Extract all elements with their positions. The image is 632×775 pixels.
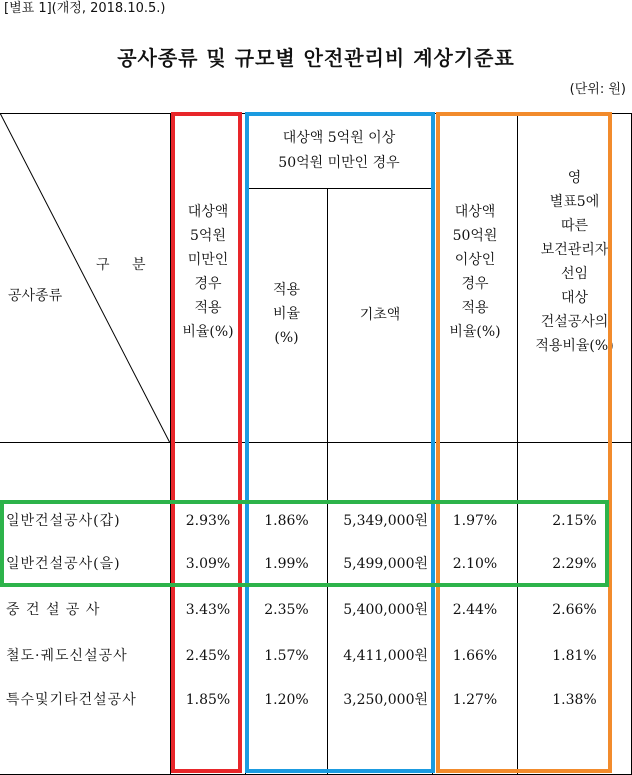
highlight-blue-box	[245, 112, 435, 773]
highlight-green-box	[0, 500, 609, 587]
row-c2: 2.35%	[264, 602, 309, 618]
row-c5: 1.81%	[552, 648, 597, 664]
row-c1: 2.93%	[185, 513, 231, 529]
col5-header: 영 별표5에 따른 보건관리자 선임 대상 건설공사의 적용비율(%)	[535, 170, 614, 354]
diag-bottom-label: 공사종류	[8, 288, 63, 304]
row-c3: 5,349,000원	[343, 513, 428, 529]
row-c1: 3.43%	[185, 602, 231, 618]
header-diagonal	[0, 113, 171, 443]
col3-header: 기초액	[359, 307, 401, 323]
col4-header: 대상액 50억원 이상인 경우 적용 비율(%)	[449, 204, 501, 340]
row-c3: 5,499,000원	[343, 556, 428, 572]
row-c2: 1.86%	[264, 513, 309, 529]
header-note: [별표 1](개정, 2018.10.5.)	[4, 1, 166, 16]
page-title: 공사종류 및 규모별 안전관리비 계상기준표	[117, 46, 515, 70]
row-name: 일반건설공사(을)	[6, 556, 121, 572]
row-c2: 1.57%	[264, 648, 309, 664]
highlight-red-box	[171, 112, 242, 773]
row-c1: 2.45%	[185, 648, 231, 664]
row-c4: 2.10%	[452, 556, 498, 572]
row-c2: 1.20%	[264, 692, 309, 708]
row-c4: 2.44%	[452, 602, 498, 618]
row-name: 중 건 설 공 사	[6, 602, 101, 618]
row-c5: 2.29%	[552, 556, 597, 572]
unit-label: (단위: 원)	[569, 82, 626, 97]
row-c5: 1.38%	[552, 692, 597, 708]
row-c4: 1.97%	[452, 513, 498, 529]
row-name: 특수및기타건설공사	[6, 692, 137, 708]
row-c3: 3,250,000원	[343, 692, 428, 708]
col2-header: 적용 비율 (%)	[272, 282, 301, 346]
row-c3: 5,400,000원	[343, 602, 428, 618]
highlight-orange-box	[436, 112, 612, 773]
row-c1: 3.09%	[185, 556, 231, 572]
col1-header: 대상액 5억원 미만인 경우 적용 비율(%)	[182, 204, 234, 340]
row-c5: 2.66%	[552, 602, 597, 618]
diag-top-label: 구 분	[96, 257, 146, 273]
row-c1: 1.85%	[185, 692, 231, 708]
group-header: 대상액 5억원 이상 50억원 미만인 경우	[278, 130, 400, 171]
row-c4: 1.66%	[452, 648, 498, 664]
row-c5: 2.15%	[552, 513, 597, 529]
row-name: 일반건설공사(갑)	[6, 513, 121, 529]
row-c3: 4,411,000원	[343, 648, 428, 664]
row-c4: 1.27%	[452, 692, 498, 708]
row-c2: 1.99%	[264, 556, 309, 572]
row-name: 철도·궤도신설공사	[6, 648, 128, 664]
